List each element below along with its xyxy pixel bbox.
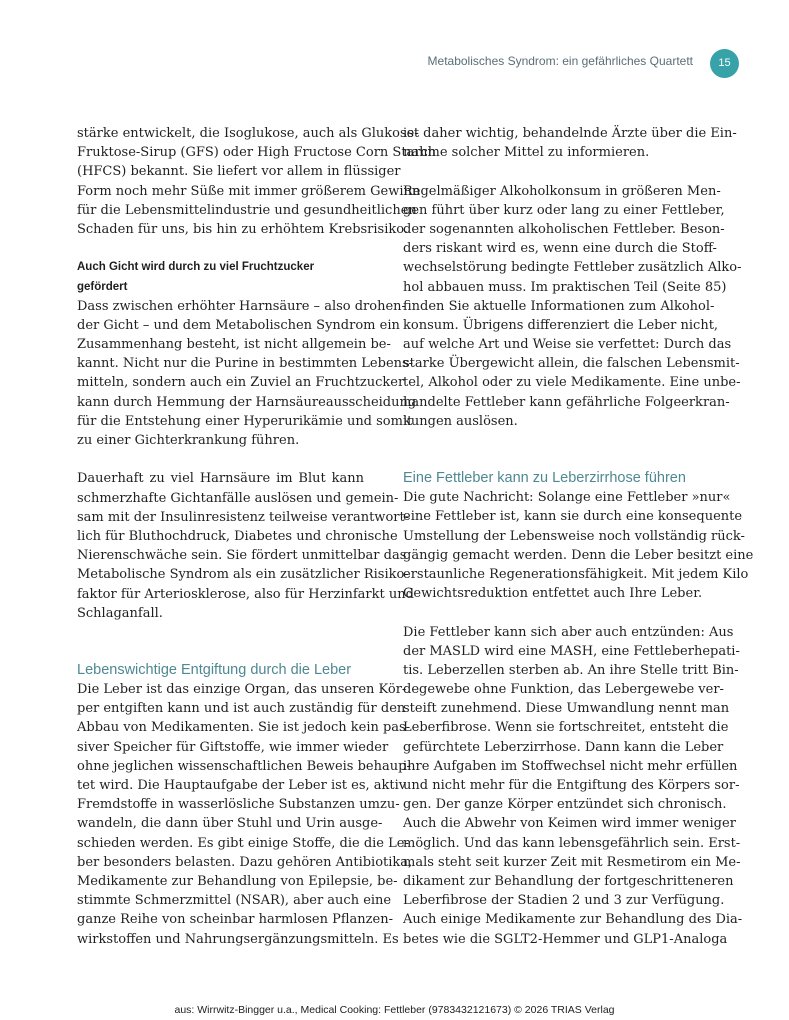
text-line: Die gute Nachricht: Solange eine Fettleber »nur« bbox=[403, 490, 731, 506]
text-line: Dass zwischen erhöhter Harnsäure – also drohen- bbox=[77, 298, 406, 314]
text-line: eine Fettleber ist, kann sie durch eine konsequente bbox=[403, 509, 743, 525]
text-line: tis. Leberzellen sterben ab. An ihre Stelle tritt Bin- bbox=[403, 662, 739, 678]
text-line: degewebe ohne Funktion, das Lebergewebe ver- bbox=[403, 682, 724, 698]
text-line: der MASLD wird eine MASH, eine Fettleberhepati- bbox=[403, 643, 740, 659]
text-line: erstaunliche Regenerationsfähigkeit. Mit jedem Kilo bbox=[403, 566, 749, 582]
text-line: für die Lebensmittelindustrie und gesundheitlichen bbox=[77, 202, 417, 218]
text-line: Auch die Abwehr von Keimen wird immer weniger bbox=[403, 816, 736, 832]
text-line: und nicht mehr für die Entgiftung des Körpers sor- bbox=[403, 778, 740, 793]
text-line: Schaden für uns, bis hin zu erhöhtem Krebsrisiko. bbox=[77, 221, 408, 237]
text-line: gen führt über kurz oder lang zu einer Fettleber, bbox=[403, 202, 725, 218]
text-line: tel, Alkohol oder zu viele Medikamente. Eine unbe- bbox=[403, 375, 741, 391]
text-line: hol abbauen muss. Im praktischen Teil (Seite 85) bbox=[403, 279, 727, 295]
text-line: der sogenannten alkoholischen Fettleber. Beson- bbox=[403, 221, 725, 237]
paragraph bbox=[403, 623, 743, 949]
paragraph bbox=[403, 182, 742, 431]
text-line: Zusammenhang besteht, ist nicht allgemein be- bbox=[77, 337, 391, 353]
text-line: Umstellung der Lebensweise noch vollständig rück- bbox=[403, 528, 745, 544]
text-line: konsum. Übrigens differenziert die Leber nicht, bbox=[403, 317, 719, 333]
text-line: Leberfibrose. Wenn sie fortschreitet, entsteht die bbox=[403, 720, 729, 736]
text-line: gefürchtete Leberzirrhose. Dann kann die Leber bbox=[403, 739, 724, 755]
text-line: Dauerhaft zu viel Harnsäure im Blut kann bbox=[77, 471, 364, 487]
running-header: Metabolisches Syndrom: ein gefährliches Quartett bbox=[427, 54, 693, 68]
text-line: Fremdstoffe in wasserlösliche Substanzen umzu- bbox=[77, 797, 400, 813]
paragraph bbox=[77, 469, 414, 623]
text-line: Auch Gicht wird durch zu viel Fruchtzucker bbox=[77, 261, 315, 274]
text-line: Leberfibrose der Stadien 2 und 3 zur Verfügung. bbox=[403, 893, 725, 909]
text-line: handelte Fettleber kann gefährliche Folgeerkran- bbox=[403, 394, 730, 410]
paragraph bbox=[77, 124, 437, 239]
text-line: gen. Der ganze Körper entzündet sich chronisch. bbox=[403, 797, 727, 813]
text-line: Gewichtsreduktion entfettet auch Ihre Leber. bbox=[403, 586, 703, 602]
text-line: nahme solcher Mittel zu informieren. bbox=[403, 145, 650, 161]
text-line: Metabolische Syndrom als ein zusätzlicher Risiko- bbox=[77, 567, 409, 583]
text-line: dikament zur Behandlung der fortgeschritteneren bbox=[403, 873, 734, 889]
text-line: per entgiften kann und ist auch zuständig für den bbox=[77, 701, 406, 717]
paragraph bbox=[403, 124, 737, 162]
text-line: Die Leber ist das einzige Organ, das unseren Kör- bbox=[77, 682, 407, 698]
text-line: schmerzhafte Gichtanfälle auslösen und gemein- bbox=[77, 490, 399, 506]
text-line: ist daher wichtig, behandelnde Ärzte über die Ein- bbox=[403, 126, 737, 141]
source-footer: aus: Wirrwitz-Bingger u.a., Medical Cooking: Fettleber (9783432121673) © 2026 TRIAS Verlag bbox=[174, 1004, 615, 1016]
subheading-gicht bbox=[77, 258, 364, 296]
text-line: Medikamente zur Behandlung von Epilepsie, be- bbox=[77, 873, 398, 889]
text-line: faktor für Arteriosklerose, also für Herzinfarkt und bbox=[77, 586, 414, 602]
paragraph bbox=[77, 680, 413, 949]
text-line: siver Speicher für Giftstoffe, wie immer wieder bbox=[77, 739, 389, 755]
text-line: gefördert bbox=[77, 280, 128, 293]
text-line: mals steht seit kurzer Zeit mit Resmetirom ein Me- bbox=[403, 854, 741, 870]
page-number-badge: 15 bbox=[710, 49, 739, 78]
text-line: möglich. Und das kann lebensgefährlich sein. Erst- bbox=[403, 835, 741, 851]
section-title-entgiftung: Lebenswichtige Entgiftung durch die Leber bbox=[77, 662, 352, 679]
text-line: wirkstoffen und Nahrungsergänzungsmitteln. Es bbox=[77, 931, 399, 947]
text-line: ganze Reihe von scheinbar harmlosen Pflanzen- bbox=[77, 912, 393, 928]
text-line: tet wird. Die Hauptaufgabe der Leber ist es, aktiv bbox=[77, 778, 407, 793]
right-column bbox=[403, 124, 754, 968]
paragraph bbox=[77, 297, 417, 451]
text-line: ber besonders belasten. Dazu gehören Antibiotika, bbox=[77, 854, 413, 870]
text-line: kann durch Hemmung der Harnsäureausscheidung bbox=[77, 394, 417, 410]
text-line: Schlaganfall. bbox=[77, 605, 163, 621]
text-line: betes wie die SGLT2-Hemmer und GLP1-Analoga bbox=[403, 931, 728, 947]
text-line: ihre Aufgaben im Stoffwechsel nicht mehr erfüllen bbox=[403, 758, 738, 774]
text-line: schieden werden. Es gibt einige Stoffe, die die Le- bbox=[77, 835, 409, 851]
left-column bbox=[77, 124, 437, 968]
text-line: (HFCS) bekannt. Sie liefert vor allem in flüssiger bbox=[77, 164, 401, 180]
text-line: kannt. Nicht nur die Purine in bestimmten Lebens- bbox=[77, 356, 414, 372]
text-line: gängig gemacht werden. Denn die Leber besitzt eine bbox=[403, 547, 754, 563]
text-line: Die Fettleber kann sich aber auch entzünden: Aus bbox=[403, 624, 734, 640]
text-line: Abbau von Medikamenten. Sie ist jedoch kein pas- bbox=[77, 720, 411, 736]
text-line: sam mit der Insulinresistenz teilweise verantwort- bbox=[77, 509, 410, 525]
text-line: der Gicht – und dem Metabolischen Syndrom ein bbox=[77, 317, 400, 333]
text-line: Nierenschwäche sein. Sie fördert unmittelbar das bbox=[77, 548, 407, 564]
text-line: Auch einige Medikamente zur Behandlung des Dia- bbox=[403, 912, 743, 928]
section-title-zirrhose: Eine Fettleber kann zu Leberzirrhose führen bbox=[403, 470, 686, 487]
text-line: wandeln, die dann über Stuhl und Urin ausge- bbox=[77, 816, 383, 832]
text-line: mitteln, sondern auch ein Zuviel an Fruchtzucker bbox=[77, 375, 405, 391]
text-line: Form noch mehr Süße mit immer größerem Gewinn bbox=[77, 183, 421, 199]
text-line: finden Sie aktuelle Informationen zum Alkohol- bbox=[403, 298, 715, 314]
text-line: Fruktose-Sirup (GFS) oder High Fructose Corn Starch bbox=[77, 145, 437, 161]
text-line: ders riskant wird es, wenn eine durch die Stoff- bbox=[403, 241, 717, 257]
paragraph bbox=[403, 488, 754, 603]
text-line: stärke entwickelt, die Isoglukose, auch als Glukose- bbox=[77, 126, 419, 141]
text-line: zu einer Gichterkrankung führen. bbox=[77, 433, 300, 448]
text-line: wechselstörung bedingte Fettleber zusätzlich Alko- bbox=[403, 260, 742, 276]
text-line: für die Entstehung einer Hyperurikämie und somit bbox=[77, 413, 413, 429]
text-line: stimmte Schmerzmittel (NSAR), aber auch eine bbox=[77, 893, 392, 909]
text-line: ohne jeglichen wissenschaftlichen Beweis behaup- bbox=[77, 758, 411, 774]
text-line: Regelmäßiger Alkoholkonsum in größeren Men- bbox=[403, 183, 721, 199]
text-line: kungen auslösen. bbox=[403, 413, 518, 429]
text-line: auf welche Art und Weise sie verfettet: Durch das bbox=[403, 337, 732, 353]
text-line: steift zunehmend. Diese Umwandlung nennt man bbox=[403, 701, 730, 717]
text-line: starke Übergewicht allein, die falschen Lebensmit- bbox=[403, 356, 740, 372]
text-line: lich für Bluthochdruck, Diabetes und chronische bbox=[77, 528, 398, 544]
